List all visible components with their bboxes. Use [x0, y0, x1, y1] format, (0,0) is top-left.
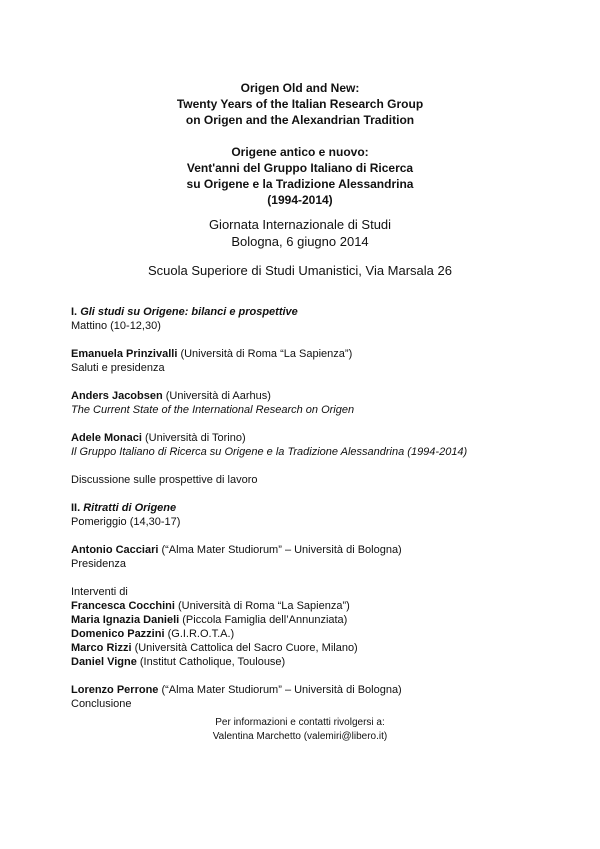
title-block — [0, 80, 600, 208]
title-en-line-3: on Origen and the Alexandrian Tradition — [185, 113, 415, 127]
session-1-number: I. — [71, 306, 78, 318]
session-1-heading — [71, 305, 571, 319]
speaker-name: Francesca Cocchini — [71, 600, 175, 612]
contact-person: Valentina Marchetto (valemiri@libero.it) — [212, 731, 388, 742]
talk-2-title: Il Gruppo Italiano di Ricerca su Origene e la Tradizione Alessandrina (1994-2014) — [71, 446, 468, 458]
talk-2-speaker — [71, 431, 571, 445]
title-it-line-2: Vent'anni del Gruppo Italiano di Ricerca — [186, 161, 414, 175]
session-2-number: II. — [71, 502, 81, 514]
speaker-name: Antonio Cacciari — [71, 544, 159, 556]
speaker-affiliation: (Università di Roma “La Sapienza”) — [178, 600, 350, 612]
speaker-name: Daniel Vigne — [71, 656, 137, 668]
session-2-chair — [71, 543, 571, 557]
program — [71, 305, 571, 711]
speaker-row — [71, 655, 571, 669]
session-1-time: Mattino (10-12,30) — [71, 320, 161, 332]
session-1-title: Gli studi su Origene: bilanci e prospettive — [80, 306, 298, 318]
speaker-name: Maria Ignazia Danieli — [71, 614, 180, 626]
speaker-name: Lorenzo Perrone — [71, 684, 159, 696]
title-it-line-1: Origene antico e nuovo: — [231, 145, 369, 159]
speaker-affiliation: (Institut Catholique, Toulouse) — [139, 656, 286, 668]
speaker-row — [71, 613, 571, 627]
contact-footer — [0, 716, 600, 744]
speaker-affiliation: (Università di Torino) — [144, 432, 246, 444]
session-1-chair-role: Saluti e presidenza — [71, 362, 165, 374]
speaker-affiliation: (Piccola Famiglia dell’Annunziata) — [182, 614, 348, 626]
session-2-heading — [71, 501, 571, 515]
speaker-row — [71, 627, 571, 641]
speaker-affiliation: (“Alma Mater Studiorum” – Università di Bologna) — [161, 684, 402, 696]
talk-1-speaker — [71, 389, 571, 403]
session-2-time: Pomeriggio (14,30-17) — [71, 516, 181, 528]
contact-label: Per informazioni e contatti rivolgersi a: — [215, 717, 385, 728]
interventions-label: Interventi di — [71, 586, 128, 598]
event-info — [0, 216, 600, 250]
speaker-row — [71, 599, 571, 613]
speaker-name: Anders Jacobsen — [71, 390, 163, 402]
event-type: Giornata Internazionale di Studi — [208, 217, 392, 232]
session-2-title: Ritratti di Origene — [83, 502, 177, 514]
event-venue: Scuola Superiore di Studi Umanistici, Via Marsala 26 — [148, 263, 452, 278]
title-it-years: (1994-2014) — [267, 193, 333, 207]
session-1-chair — [71, 347, 571, 361]
closing-speaker — [71, 683, 571, 697]
title-it-line-3: su Origene e la Tradizione Alessandrina — [186, 177, 414, 191]
closing-role: Conclusione — [71, 698, 132, 710]
session-2-chair-role: Presidenza — [71, 558, 127, 570]
speaker-row — [71, 641, 571, 655]
title-en-line-2: Twenty Years of the Italian Research Group — [176, 97, 424, 111]
speaker-name: Marco Rizzi — [71, 642, 132, 654]
speaker-affiliation: (Università di Roma “La Sapienza”) — [180, 348, 353, 360]
talk-1-title: The Current State of the International Research on Origen — [71, 404, 355, 416]
title-en-line-1: Origen Old and New: — [240, 81, 360, 95]
discussion: Discussione sulle prospettive di lavoro — [71, 474, 258, 486]
speaker-affiliation: (“Alma Mater Studiorum” – Università di Bologna) — [161, 544, 402, 556]
speaker-affiliation: (G.I.R.O.T.A.) — [167, 628, 235, 640]
speaker-name: Domenico Pazzini — [71, 628, 165, 640]
speaker-affiliation: (Università Cattolica del Sacro Cuore, Milano) — [134, 642, 358, 654]
speaker-name: Emanuela Prinzivalli — [71, 348, 178, 360]
event-place-date: Bologna, 6 giugno 2014 — [231, 234, 369, 249]
speaker-name: Adele Monaci — [71, 432, 142, 444]
speaker-affiliation: (Università di Aarhus) — [165, 390, 271, 402]
